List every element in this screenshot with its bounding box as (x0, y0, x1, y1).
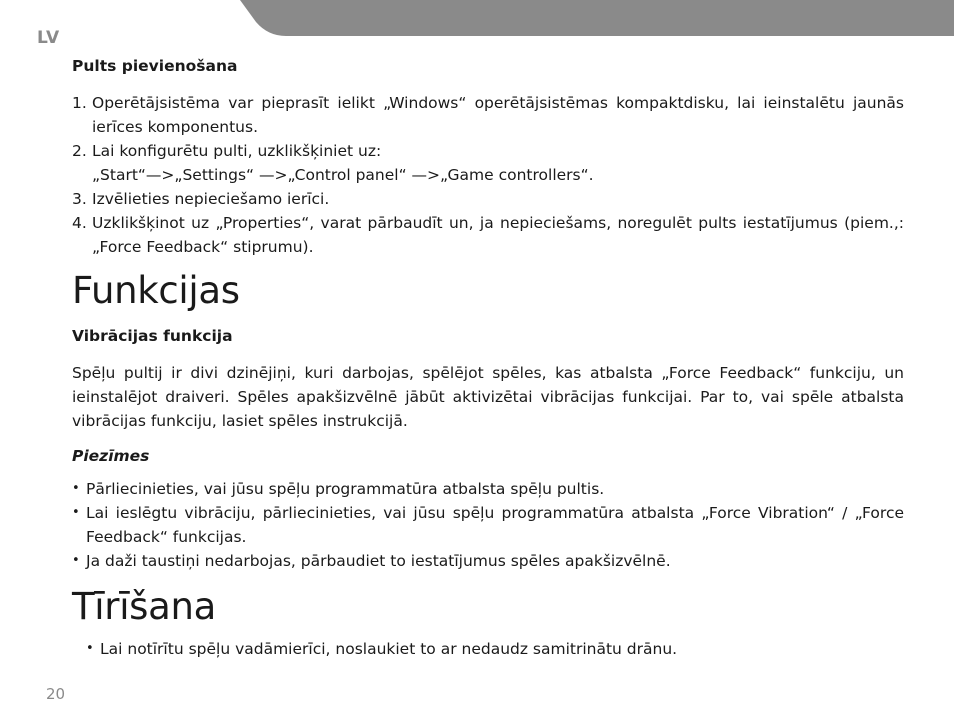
list-item: • Ja daži taustiņi nedarbojas, pārbaudiet to iestatījumus spēles apakšizvēlnē. (72, 549, 904, 573)
step-path-text: „Start“—>„Settings“ —>„Control panel“ —>„Game controllers“. (92, 166, 594, 184)
vibration-paragraph: Spēļu pultij ir divi dzinējiņi, kuri darbojas, spēlējot spēles, kas atbalsta „Force Feedback“ funkciju, un ieinstalējot draiveri. Spēles apakšizvēlnē jābūt aktivizētai vibrācijas funkcijai. Par to, vai spēle atbalsta vibrācijas funkciju, lasiet spēles instrukcijā. (72, 364, 904, 430)
list-item (72, 187, 904, 211)
step-text: Uzklikšķinot uz „Properties“, varat pārbaudīt un, ja nepieciešams, noregulēt pults iestatījumus (piem.,: „Force Feedback“ stiprumu). (92, 214, 904, 256)
connect-steps-list (72, 91, 904, 259)
step-text: Izvēlieties nepieciešamo ierīci. (92, 190, 330, 208)
notes-heading: Piezīmes (72, 447, 150, 465)
step-text: Operētājsistēma var pieprasīt ielikt „Windows“ operētājsistēmas kompaktdisku, lai ieinstalētu jaunās ierīces komponentus. (92, 94, 904, 136)
step-text: Lai konfigurētu pulti, uzklikšķiniet uz: (92, 142, 382, 160)
list-item: • Lai notīrītu spēļu vadāmierīci, noslaukiet to ar nedaudz samitrinātu drānu. (72, 637, 904, 661)
list-item (72, 211, 904, 259)
step-number: 4. (72, 214, 87, 232)
section-heading-connect: Pults pievienošana (72, 57, 238, 75)
functions-title: Funkcijas (72, 269, 240, 312)
step-number: 1. (72, 94, 87, 112)
language-label: LV (37, 28, 60, 48)
step-number: 3. (72, 190, 87, 208)
page-number: 20 (46, 685, 66, 703)
step-number: 2. (72, 142, 87, 160)
cleaning-title: Tīrīšana (72, 585, 217, 628)
list-item: • Pārliecinieties, vai jūsu spēļu programmatūra atbalsta spēļu pultis. (72, 477, 904, 501)
notes-list (72, 477, 904, 573)
page-content (72, 55, 904, 661)
vibration-heading: Vibrācijas funkcija (72, 327, 233, 345)
list-item: • Lai ieslēgtu vibrāciju, pārliecinieties, vai jūsu spēļu programmatūra atbalsta „Force Vibration“ / „Force Feedback“ funkcijas. (72, 501, 904, 549)
cleaning-list (72, 637, 904, 661)
list-item (72, 139, 904, 187)
header-band (0, 0, 954, 36)
list-item (72, 91, 904, 139)
